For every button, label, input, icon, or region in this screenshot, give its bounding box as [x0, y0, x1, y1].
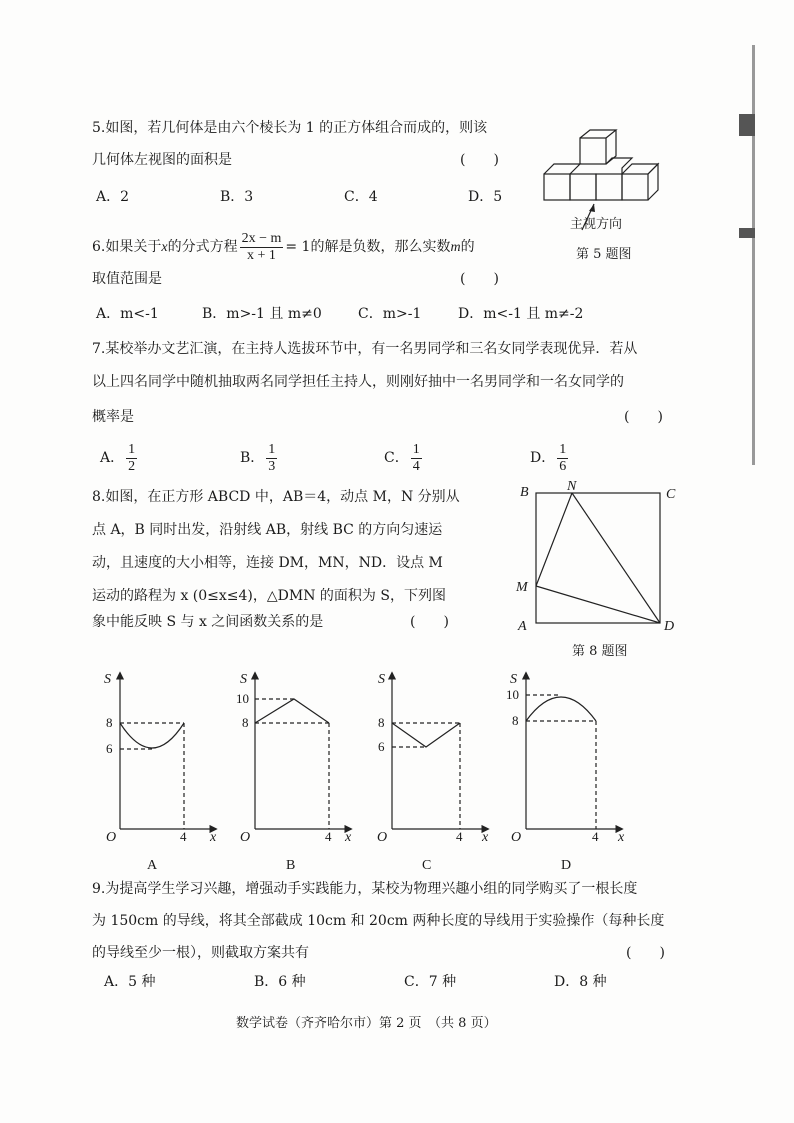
q7-option-c: C． $\frac{1}{4}$: [384, 441, 420, 474]
label-m: M: [516, 580, 528, 595]
q9-line1: 9.为提高学生学习兴趣，增强动手实践能力，某校为物理兴趣小组的同学购买了一根长度: [92, 881, 638, 897]
q8-line4: 运动的路程为 x (0≤x≤4)，△DMN 的面积为 S，下列图: [92, 588, 446, 604]
q9-option-a: A．5 种: [104, 974, 156, 990]
graph-c-x-label: x: [482, 830, 489, 845]
graph-b-tick-x: 4: [325, 829, 332, 844]
graph-a-y-label: S: [104, 672, 111, 687]
q5-answer-paren: ( ): [460, 152, 499, 168]
graph-a-tick-y1: 8: [106, 715, 113, 730]
graph-b-tick-y1: 10: [236, 691, 249, 706]
q6-answer-paren: ( ): [460, 271, 499, 287]
page-footer: 数学试卷（齐齐哈尔市）第 2 页 （共 8 页）: [236, 1016, 497, 1031]
graph-d-y-label: S: [510, 672, 517, 687]
q9-option-c: C．7 种: [404, 974, 457, 990]
q8-line1: 8.如图，在正方形 ABCD 中，AB＝4，动点 M，N 分别从: [92, 489, 460, 505]
graph-d-tick-y1: 10: [506, 687, 519, 702]
q6-option-d: D．m<-1 且 m≠-2: [458, 306, 584, 322]
scan-edge-line: [752, 45, 755, 465]
label-a: A: [518, 619, 527, 634]
graph-a-label: A: [147, 858, 158, 873]
graph-c-tick-y2: 6: [378, 739, 385, 754]
graph-a-origin: O: [106, 830, 117, 845]
label-d: D: [664, 619, 675, 634]
q5-option-a: A．2: [96, 189, 130, 205]
q9-option-d: D．8 种: [554, 974, 607, 990]
q7-line2: 以上四名同学中随机抽取两名同学担任主持人，则刚好抽中一名男同学和一名女同学的: [92, 374, 624, 390]
q8-line5: 象中能反映 S 与 x 之间函数关系的是: [92, 614, 324, 630]
graph-b-origin: O: [240, 830, 251, 845]
q7-option-a: A． $\frac{1}{2}$: [100, 441, 136, 474]
graph-a-tick-y2: 6: [106, 741, 113, 756]
q5-option-b: B．3: [220, 189, 254, 205]
graph-d-tick-x: 4: [592, 829, 599, 844]
graph-d-x-label: x: [618, 830, 625, 845]
q6-line2: 取值范围是: [92, 271, 162, 287]
q5-option-d: D．5: [468, 189, 503, 205]
label-n: N: [567, 479, 577, 494]
q7-option-d: D． $\frac{1}{6}$: [530, 441, 567, 474]
q6-line1: 6.如果关于x的分式方程 $\frac{2x - m}{x + 1}$ = 1的解是负数，那么实数m的: [92, 230, 475, 263]
q8-line3: 动，且速度的大小相等，连接 DM，MN，ND．设点 M: [92, 555, 443, 571]
q8-graphs: [90, 665, 650, 873]
graph-b-tick-y2: 8: [242, 715, 249, 730]
q6-option-b: B．m>-1 且 m≠0: [202, 306, 322, 322]
q7-option-b: B． $\frac{1}{3}$: [240, 441, 276, 474]
graph-a-tick-x: 4: [180, 829, 187, 844]
q8-answer-paren: ( ): [410, 614, 449, 630]
q9-line3: 的导线至少一根），则截取方案共有: [92, 945, 309, 961]
scan-mark: [739, 228, 755, 238]
label-c: C: [666, 487, 676, 502]
graph-b-y-label: S: [240, 672, 247, 687]
label-b: B: [520, 485, 529, 500]
graph-c-y-label: S: [378, 672, 385, 687]
q5-line1: 5.如图，若几何体是由六个棱长为 1 的正方体组合而成的，则该: [92, 120, 488, 136]
graph-c-tick-x: 4: [456, 829, 463, 844]
graph-b-x-label: x: [345, 830, 352, 845]
graph-b-label: B: [286, 858, 296, 873]
graph-d-label: D: [561, 858, 572, 873]
graph-c-label: C: [422, 858, 432, 873]
q8-square-figure: [510, 478, 690, 638]
graph-c-origin: O: [377, 830, 388, 845]
q7-line1: 7.某校举办文艺汇演，在主持人选拔环节中，有一名男同学和三名女同学表现优异．若从: [92, 341, 638, 357]
q6-fraction: $\frac{2x - m}{x + 1}$: [241, 230, 282, 263]
graph-c-tick-y1: 8: [378, 715, 385, 730]
q9-answer-paren: ( ): [626, 945, 665, 961]
q5-line2: 几何体左视图的面积是: [92, 152, 232, 168]
q5-view-direction-label: 主视方向: [570, 217, 623, 232]
q8-line2: 点 A，B 同时出发，沿射线 AB，射线 BC 的方向匀速运: [92, 522, 443, 538]
q7-line3: 概率是: [92, 409, 134, 425]
q9-option-b: B．6 种: [254, 974, 306, 990]
q7-answer-paren: ( ): [624, 409, 663, 425]
q6-option-a: A．m<-1: [96, 306, 159, 322]
graph-d-origin: O: [511, 830, 522, 845]
q6-option-c: C．m>-1: [358, 306, 422, 322]
q5-figure-caption: 第 5 题图: [576, 247, 632, 262]
scan-mark: [739, 114, 755, 136]
graph-a-x-label: x: [210, 830, 217, 845]
graph-d-tick-y2: 8: [512, 713, 519, 728]
q5-option-c: C．4: [344, 189, 378, 205]
q8-figure-caption: 第 8 题图: [572, 644, 628, 659]
q9-line2: 为 150cm 的导线，将其全部截成 10cm 和 20cm 两种长度的导线用于实验操作（每种长度: [92, 913, 665, 929]
